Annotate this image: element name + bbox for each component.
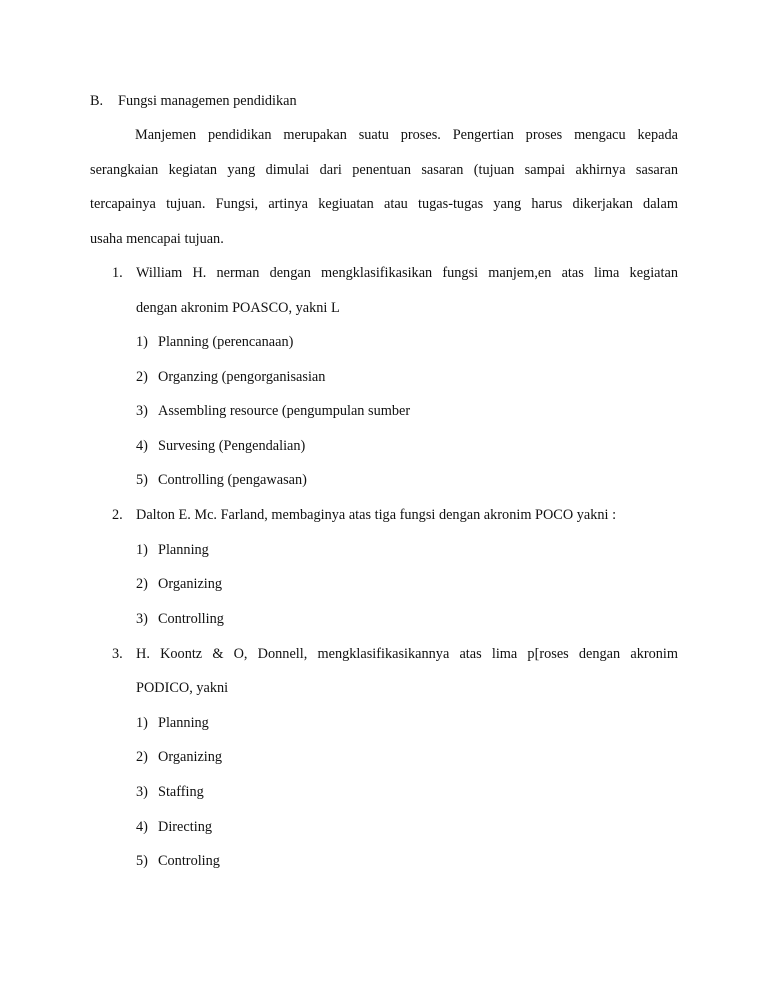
sub-item-number: 5) xyxy=(136,853,148,869)
sub-item-text: Organizing xyxy=(158,749,223,765)
intro-line-3: tercapainya tujuan. Fungsi, artinya kegiuatan atau tugas-tugas yang harus dikerjakan dalam xyxy=(90,196,678,212)
sub-item-text: Organizing xyxy=(158,576,223,592)
sub-item-number: 1) xyxy=(136,715,148,731)
sub-item-text: Staffing xyxy=(158,784,204,800)
sub-item-number: 4) xyxy=(136,819,148,835)
sub-item-text: Assembling resource (pengumpulan sumber xyxy=(158,403,411,419)
list-item-text: PODICO, yakni xyxy=(136,680,229,696)
intro-line-2: serangkaian kegiatan yang dimulai dari penentuan sasaran (tujuan sampai akhirnya sasaran xyxy=(90,162,678,178)
sub-item-number: 1) xyxy=(136,542,148,558)
sub-item-text: Planning xyxy=(158,715,209,731)
sub-item-text: Controlling (pengawasan) xyxy=(158,472,307,488)
sub-item-number: 4) xyxy=(136,438,148,454)
sub-item-number: 2) xyxy=(136,749,148,765)
sub-item-text: Controling xyxy=(158,853,220,869)
sub-item-number: 5) xyxy=(136,472,148,488)
list-item-text: Dalton E. Mc. Farland, membaginya atas tiga fungsi dengan akronim POCO yakni : xyxy=(136,507,617,523)
intro-line-4: usaha mencapai tujuan. xyxy=(90,231,224,247)
sub-item-text: Organzing (pengorganisasian xyxy=(158,369,326,385)
sub-item-number: 3) xyxy=(136,784,148,800)
sub-item-text: Controlling xyxy=(158,611,224,627)
list-item-text: H. Koontz & O, Donnell, mengklasifikasikannya atas lima p[roses dengan akronim xyxy=(136,646,678,662)
list-item-text: William H. nerman dengan mengklasifikasikan fungsi manjem,en atas lima kegiatan xyxy=(136,265,678,281)
intro-line-1: Manjemen pendidikan merupakan suatu proses. Pengertian proses mengacu kepada xyxy=(135,127,678,143)
sub-item-text: Planning (perencanaan) xyxy=(158,334,294,350)
list-item-number: 1. xyxy=(112,265,123,281)
sub-item-text: Survesing (Pengendalian) xyxy=(158,438,306,454)
section-title: Fungsi managemen pendidikan xyxy=(118,93,297,109)
sub-item-number: 3) xyxy=(136,611,148,627)
list-item-text: dengan akronim POASCO, yakni L xyxy=(136,300,340,316)
section-letter: B. xyxy=(90,93,104,109)
list-item-number: 2. xyxy=(112,507,123,523)
sub-item-number: 2) xyxy=(136,576,148,592)
sub-item-text: Planning xyxy=(158,542,209,558)
sub-item-text: Directing xyxy=(158,819,212,835)
sub-item-number: 3) xyxy=(136,403,148,419)
sub-item-number: 1) xyxy=(136,334,148,350)
sub-item-number: 2) xyxy=(136,369,148,385)
list-item-number: 3. xyxy=(112,646,123,662)
